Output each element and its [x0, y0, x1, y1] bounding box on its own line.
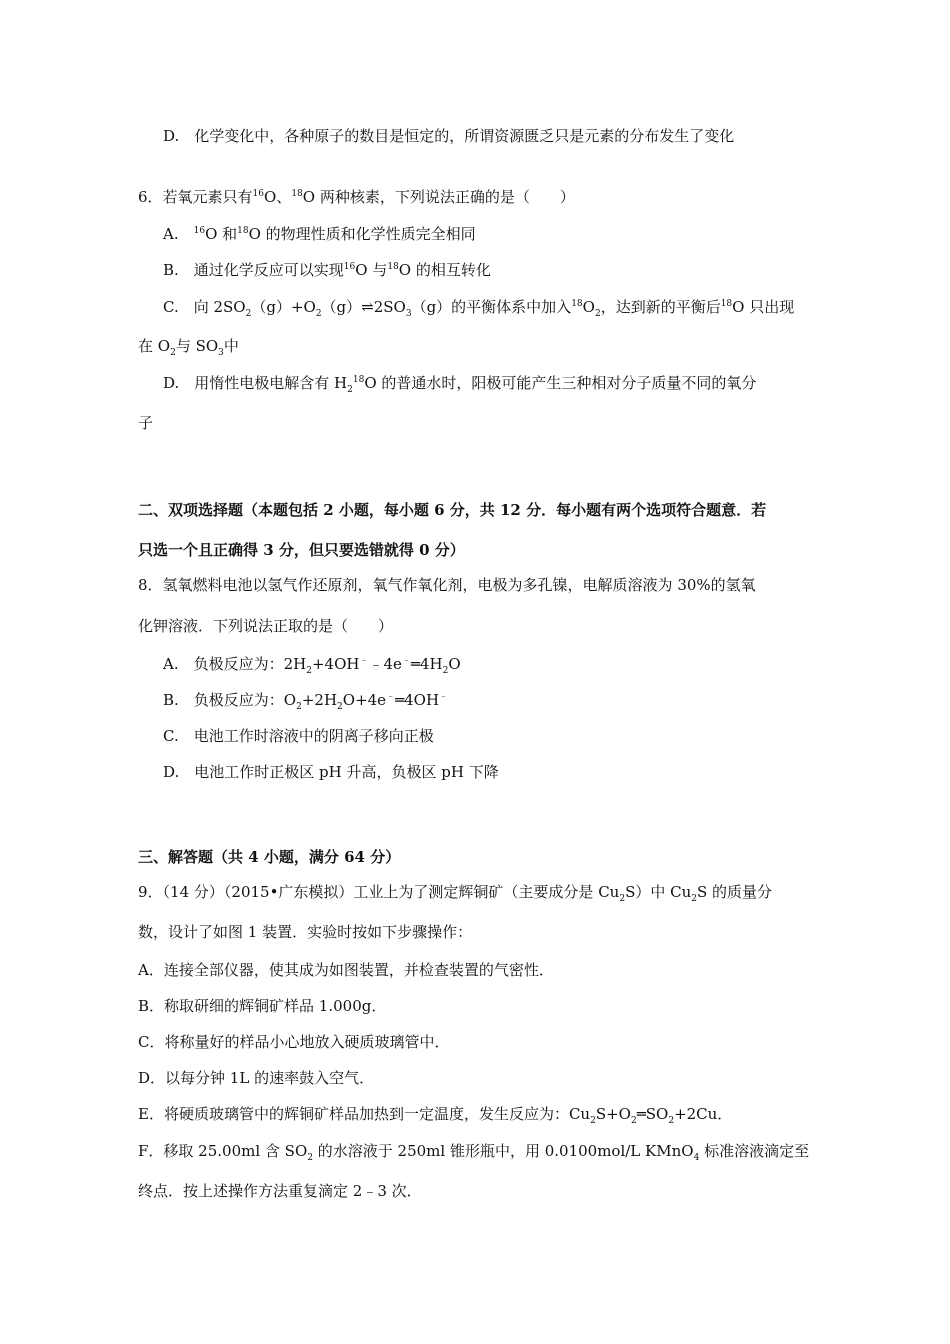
q6-option-d-continued: 子 — [138, 414, 154, 432]
q6-stem: 6．若氧元素只有$^{16}$O、$^{18}$O 两种核素，下列说法正确的是（ ） — [138, 188, 575, 206]
q9-step-f: F．移取 25.00ml 含 $SO_2$ 的水溶液于 250ml 锥形瓶中，用 0.0100mol/L KMnO$_4$ 标准溶液滴定至 — [138, 1142, 810, 1163]
q5-option-d: D. 化学变化中，各种原子的数目是恒定的，所谓资源匮乏只是元素的分布发生了变化 — [163, 127, 735, 145]
section-2-heading-continued: 只选一个且正确得 3 分，但只要选错就得 0 分） — [138, 541, 465, 559]
q6-option-d: D. 用惰性电极电解含有 $H_2^{18}O$ 的普通水时，阳极可能产生三种相对分子质量不同的氧分 — [163, 374, 757, 395]
q8-option-c: C. 电池工作时溶液中的阴离子移向正极 — [163, 727, 434, 745]
q8-stem: 8．氢氧燃料电池以氢气作还原剂，氧气作氧化剂，电极为多孔镍，电解质溶液为 30%的氢氧 — [138, 576, 756, 594]
q6-option-b: B. 通过化学反应可以实现$^{16}$O 与$^{18}$O 的相互转化 — [163, 261, 491, 279]
q9-step-f-continued: 终点．按上述操作方法重复滴定 2﹣3 次． — [138, 1182, 422, 1200]
q8-option-d: D. 电池工作时正极区 pH 升高，负极区 pH 下降 — [163, 763, 499, 781]
q6-option-a: A. $^{16}$O 和$^{18}$O 的物理性质和化学性质完全相同 — [163, 225, 476, 243]
q9-step-e: E．将硬质玻璃管中的辉铜矿样品加热到一定温度，发生反应为：$Cu_2S+O_2═SO_2+2Cu$． — [138, 1105, 733, 1126]
q6-option-c: C. 向 $2SO_2(g)+O_2(g)\rightleftharpoons 2SO_3(g)$的平衡体系中加入$^{18}O_2$，达到新的平衡后$^{18}$O 只出现 — [163, 298, 795, 319]
q9-step-b: B．称取研细的辉铜矿样品 1.000g． — [138, 997, 387, 1015]
q9-step-a: A．连接全部仪器，使其成为如图装置，并检查装置的气密性． — [138, 961, 554, 979]
q8-option-a: A. 负极反应为：$2H_2+4OH^﹣﹣4e^﹣═4H_2O$ — [163, 655, 461, 676]
q9-step-d: D．以每分钟 1L 的速率鼓入空气． — [138, 1069, 375, 1087]
section-3-heading: 三、解答题（共 4 小题，满分 64 分） — [138, 848, 401, 866]
section-2-heading: 二、双项选择题（本题包括 2 小题，每小题 6 分，共 12 分．每小题有两个选项符合题意．若 — [138, 501, 767, 519]
q9-stem-continued: 数，设计了如图 1 装置．实验时按如下步骤操作： — [138, 923, 473, 941]
q6-option-c-continued: 在 $O_2$与 $SO_3$中 — [138, 337, 239, 358]
q8-stem-continued: 化钾溶液．下列说法正取的是（ ） — [138, 617, 394, 635]
q9-step-c: C．将称量好的样品小心地放入硬质玻璃管中． — [138, 1033, 450, 1051]
q8-option-b: B. 负极反应为：$O_2+2H_2O+4e^﹣═4OH^﹣$ — [163, 691, 449, 712]
q9-stem: 9．（14 分）（2015•广东模拟）工业上为了测定辉铜矿（主要成分是 $Cu_2S$）中 $Cu_2S$ 的质量分 — [138, 883, 773, 904]
